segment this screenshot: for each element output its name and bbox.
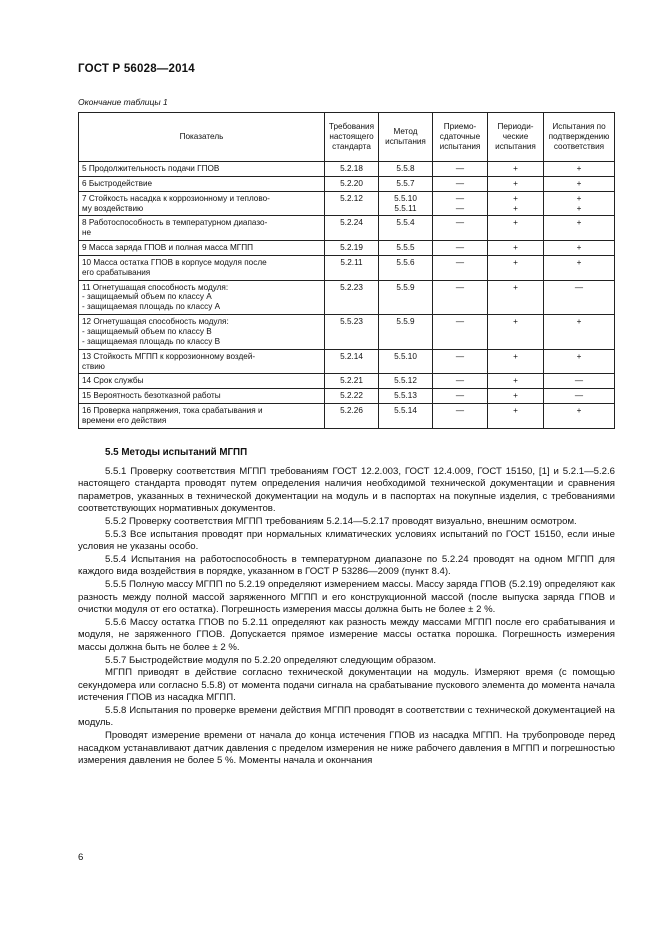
cell-line: + xyxy=(513,376,518,386)
cell-indicator xyxy=(79,176,325,191)
table-row xyxy=(79,255,615,280)
column-header-method: Метод испытания xyxy=(379,113,433,162)
table-caption: Окончание таблицы 1 xyxy=(78,97,168,107)
cell-acceptance xyxy=(433,255,488,280)
cell-method xyxy=(379,241,433,256)
cell-line: + xyxy=(576,193,582,203)
table-row xyxy=(79,315,615,350)
cell-line: 5.2.14 xyxy=(340,351,363,361)
cell-line: 15 Вероятность безотказной работы xyxy=(82,391,221,401)
cell-method xyxy=(379,255,433,280)
cell-periodic xyxy=(488,389,544,404)
cell-indicator xyxy=(79,255,325,280)
table-row xyxy=(79,280,615,315)
cell-conformity xyxy=(544,280,615,315)
cell-line: — xyxy=(455,193,465,203)
cell-line: + xyxy=(513,203,518,213)
cell-line: + xyxy=(576,317,582,327)
column-header-periodic: Периоди-ческие испытания xyxy=(488,113,544,162)
paragraph-5-5-8: 5.5.8 Испытания по проверке времени действия МГПП проводят в соответствии с технической документацией на модуль. xyxy=(78,704,615,729)
cell-line: 13 Стойкость МГПП к коррозионному воздей- xyxy=(82,351,256,361)
section-body xyxy=(78,447,615,768)
cell-indicator xyxy=(79,280,325,315)
cell-line: + xyxy=(576,351,582,361)
cell-conformity xyxy=(544,216,615,241)
cell-line: 5.5.12 xyxy=(394,376,417,386)
cell-line: 5.2.20 xyxy=(340,178,363,188)
cell-line: + xyxy=(513,218,518,228)
cell-method xyxy=(379,404,433,429)
cell-method xyxy=(379,374,433,389)
cell-requirements xyxy=(325,315,379,350)
cell-line: + xyxy=(576,218,582,228)
cell-periodic xyxy=(488,176,544,191)
cell-line: 5.5.8 xyxy=(396,164,415,173)
paragraph-5-5-2: 5.5.2 Проверку соответствия МГПП требованиям 5.2.14—5.2.17 проводят визуально, внешним осмотром. xyxy=(105,515,577,527)
paragraph-5-5-3: 5.5.3 Все испытания проводят при нормальных климатических условиях испытаний по ГОСТ 15150, если иные условия не указаны особо. xyxy=(78,528,615,553)
cell-conformity xyxy=(544,315,615,350)
cell-line: 5.5.10 xyxy=(394,351,417,361)
cell-line: 5 Продолжительность подачи ГПОВ xyxy=(82,164,220,173)
cell-line: 16 Проверка напряжения, тока срабатывания и xyxy=(82,406,263,416)
cell-acceptance xyxy=(433,241,488,256)
cell-line: — xyxy=(455,376,465,386)
cell-requirements xyxy=(325,241,379,256)
cell-line: 6 Быстродействие xyxy=(82,178,153,188)
cell-method xyxy=(379,280,433,315)
cell-line: — xyxy=(455,317,465,327)
table-row xyxy=(79,404,615,429)
cell-line: — xyxy=(455,282,465,292)
cell-method xyxy=(379,349,433,374)
cell-periodic xyxy=(488,241,544,256)
table-row xyxy=(79,191,615,216)
cell-line: 5.2.21 xyxy=(340,376,363,386)
cell-line: + xyxy=(513,178,518,188)
cell-method xyxy=(379,216,433,241)
cell-line: 5.5.23 xyxy=(340,317,363,327)
cell-method xyxy=(379,191,433,216)
table-row xyxy=(79,216,615,241)
cell-indicator xyxy=(79,389,325,404)
cell-conformity xyxy=(544,389,615,404)
cell-line: + xyxy=(513,406,518,416)
table-row xyxy=(79,241,615,256)
cell-periodic xyxy=(488,216,544,241)
cell-conformity xyxy=(544,241,615,256)
table-row xyxy=(79,176,615,191)
cell-line: 5.5.14 xyxy=(394,406,417,416)
cell-method xyxy=(379,176,433,191)
cell-periodic xyxy=(488,404,544,429)
cell-acceptance xyxy=(433,162,488,177)
cell-conformity xyxy=(544,374,615,389)
cell-line: + xyxy=(576,178,582,188)
cell-acceptance xyxy=(433,216,488,241)
cell-line: 5.5.7 xyxy=(396,178,415,188)
cell-requirements xyxy=(325,162,379,177)
cell-indicator xyxy=(79,191,325,216)
cell-line: 5.5.5 xyxy=(396,243,415,253)
cell-line: + xyxy=(513,164,518,173)
cell-line: 5.5.9 xyxy=(396,282,415,292)
column-header-acceptance: Приемо-сдаточные испытания xyxy=(433,113,488,162)
cell-requirements xyxy=(325,216,379,241)
table-row xyxy=(79,374,615,389)
table-row xyxy=(79,389,615,404)
cell-line: — xyxy=(574,391,584,401)
cell-line: + xyxy=(513,257,518,267)
table-row xyxy=(79,349,615,374)
cell-line: 5.5.13 xyxy=(394,391,417,401)
cell-conformity xyxy=(544,176,615,191)
cell-line: 5.2.12 xyxy=(340,193,363,203)
paragraph-5-5-8-detail: Проводят измерение времени от начала до конца истечения ГПОВ из насадка МГПП. На трубопроводе перед насадком устанавливают датчик давления с пределом измерения не ниже рабочего давления в МГПП и погрешностью измерения давления не более 5 %. Моменты начала и окончания xyxy=(78,730,615,767)
cell-line: + xyxy=(513,351,518,361)
cell-line: + xyxy=(513,317,518,327)
cell-line: му воздействию xyxy=(82,203,144,213)
cell-requirements xyxy=(325,255,379,280)
cell-line: — xyxy=(455,178,465,188)
cell-line: + xyxy=(576,257,582,267)
cell-line: 10 Масса остатка ГПОВ в корпусе модуля после xyxy=(82,257,267,267)
cell-periodic xyxy=(488,374,544,389)
cell-requirements xyxy=(325,176,379,191)
cell-acceptance xyxy=(433,404,488,429)
cell-line: 9 Масса заряда ГПОВ и полная масса МГПП xyxy=(82,243,253,253)
cell-periodic xyxy=(488,162,544,177)
cell-line: + xyxy=(513,243,518,253)
cell-conformity xyxy=(544,162,615,177)
cell-indicator xyxy=(79,162,325,177)
cell-line: 12 Огнетушащая способность модуля: xyxy=(82,317,229,327)
cell-line: 5.2.23 xyxy=(340,282,363,292)
cell-line: - защищаемый объем по классу В xyxy=(82,326,212,336)
cell-line: 5.2.19 xyxy=(340,243,363,253)
cell-periodic xyxy=(488,315,544,350)
cell-periodic xyxy=(488,191,544,216)
cell-line: — xyxy=(455,391,465,401)
cell-line: + xyxy=(576,203,582,213)
cell-line: - защищаемая площадь по классу А xyxy=(82,302,221,312)
cell-line: — xyxy=(455,218,465,228)
cell-indicator xyxy=(79,349,325,374)
column-header-conformity: Испытания по подтверждению соответствия xyxy=(544,113,615,162)
cell-acceptance xyxy=(433,280,488,315)
column-header-indicator: Показатель xyxy=(79,113,325,162)
requirements-table xyxy=(78,112,615,429)
cell-conformity xyxy=(544,349,615,374)
cell-acceptance xyxy=(433,389,488,404)
cell-line: времени его действия xyxy=(82,415,167,425)
table-header-row xyxy=(79,113,615,162)
cell-method xyxy=(379,162,433,177)
cell-periodic xyxy=(488,255,544,280)
cell-requirements xyxy=(325,374,379,389)
table-row xyxy=(79,162,615,177)
cell-periodic xyxy=(488,349,544,374)
paragraph-5-5-1: 5.5.1 Проверку соответствия МГПП требованиям ГОСТ 12.2.003, ГОСТ 12.4.009, ГОСТ 15150, [1] и 5.2.1—5.2.6 настоящего стандарта проводят путем определения наличия необходимой технической документации и сравнения параметров, указанных в технической документации на модуль и в паспортах на покупные изделия, с требованиями соответствующих нормативных документов. xyxy=(78,465,615,515)
cell-line: — xyxy=(455,243,465,253)
cell-line: 7 Стойкость насадка к коррозионному и теплово- xyxy=(82,193,270,203)
cell-line: 5.2.24 xyxy=(340,218,363,228)
cell-line: + xyxy=(576,164,582,173)
cell-line: 5.2.18 xyxy=(340,164,363,173)
paragraph-5-5-5: 5.5.5 Полную массу МГПП по 5.2.19 определяют измерением массы. Массу заряда ГПОВ (5.2.19) определяют как разность между полной массой заряженного МГПП и его конструкционной массой (после выпуска заряда ГПОВ и очистки модуля от его остатка). Погрешность измерения массы должна быть не более ± 2 %. xyxy=(78,578,615,616)
cell-line: 14 Срок службы xyxy=(82,376,144,386)
cell-line: 5.2.26 xyxy=(340,406,363,416)
document-header: ГОСТ Р 56028—2014 xyxy=(78,63,195,75)
paragraph-5-5-4: 5.5.4 Испытания на работоспособность в температурном диапазоне по 5.2.24 проводят на одном МГПП для каждого вида воздействия в порядке, указанном в ГОСТ Р 53286—2009 (пункт 8.4). xyxy=(78,553,615,578)
cell-acceptance xyxy=(433,349,488,374)
cell-acceptance xyxy=(433,176,488,191)
cell-line: + xyxy=(576,406,582,416)
cell-line: 5.5.9 xyxy=(396,317,415,327)
cell-indicator xyxy=(79,216,325,241)
cell-requirements xyxy=(325,389,379,404)
cell-conformity xyxy=(544,191,615,216)
section-heading: 5.5 Методы испытаний МГПП xyxy=(105,447,248,458)
cell-requirements xyxy=(325,191,379,216)
cell-line: + xyxy=(513,282,518,292)
paragraph-5-5-7-detail: МГПП приводят в действие согласно технической документации на модуль. Измеряют время (с помощью секундомера или согласно 5.5.8) от момента подачи сигнала на срабатывание пускового элемента до момента начала истечения ГПОВ из насадка МГПП. xyxy=(78,667,615,704)
cell-line: — xyxy=(455,203,465,213)
cell-line: не xyxy=(82,228,92,238)
cell-acceptance xyxy=(433,315,488,350)
cell-line: ствию xyxy=(82,361,105,371)
cell-line: — xyxy=(574,282,584,292)
cell-line: + xyxy=(576,243,582,253)
table-body xyxy=(79,162,615,429)
cell-line: 5.2.11 xyxy=(340,257,363,267)
cell-line: + xyxy=(513,193,518,203)
page-number: 6 xyxy=(78,852,84,863)
cell-requirements xyxy=(325,404,379,429)
paragraph-5-5-7: 5.5.7 Быстродействие модуля по 5.2.20 определяют следующим образом. xyxy=(105,654,437,666)
cell-line: его срабатывания xyxy=(82,267,151,277)
column-header-requirements: Требования настоящего стандарта xyxy=(325,113,379,162)
cell-line: — xyxy=(455,164,465,173)
cell-method xyxy=(379,389,433,404)
cell-indicator xyxy=(79,374,325,389)
cell-line: — xyxy=(455,351,465,361)
cell-line: 11 Огнетушащая способность модуля: xyxy=(82,282,229,292)
cell-line: — xyxy=(574,376,584,386)
cell-line: 5.2.22 xyxy=(340,391,363,401)
cell-requirements xyxy=(325,280,379,315)
cell-method xyxy=(379,315,433,350)
cell-requirements xyxy=(325,349,379,374)
cell-conformity xyxy=(544,255,615,280)
paragraph-5-5-6: 5.5.6 Массу остатка ГПОВ по 5.2.11 определяют как разность между массами МГПП после его срабатывания и модуля, не заряженного ГПОВ. Допускается прямое измерение массы остатка порошка. Погрешность измерения массы должна быть не более ± 2 %. xyxy=(78,616,615,653)
cell-line: 5.5.6 xyxy=(396,257,415,267)
cell-acceptance xyxy=(433,191,488,216)
cell-acceptance xyxy=(433,374,488,389)
cell-line: — xyxy=(455,406,465,416)
cell-line: + xyxy=(513,391,518,401)
cell-line: 5.5.11 xyxy=(394,203,417,213)
cell-line: 8 Работоспособность в температурном диапазо- xyxy=(82,218,268,228)
cell-line: - защищаемая площадь по классу В xyxy=(82,336,221,346)
cell-conformity xyxy=(544,404,615,429)
cell-indicator xyxy=(79,241,325,256)
cell-periodic xyxy=(488,280,544,315)
cell-line: 5.5.4 xyxy=(396,218,415,228)
cell-line: — xyxy=(455,257,465,267)
cell-line: 5.5.10 xyxy=(394,193,417,203)
cell-line: - защищаемый объем по классу А xyxy=(82,292,212,302)
cell-indicator xyxy=(79,404,325,429)
cell-indicator xyxy=(79,315,325,350)
